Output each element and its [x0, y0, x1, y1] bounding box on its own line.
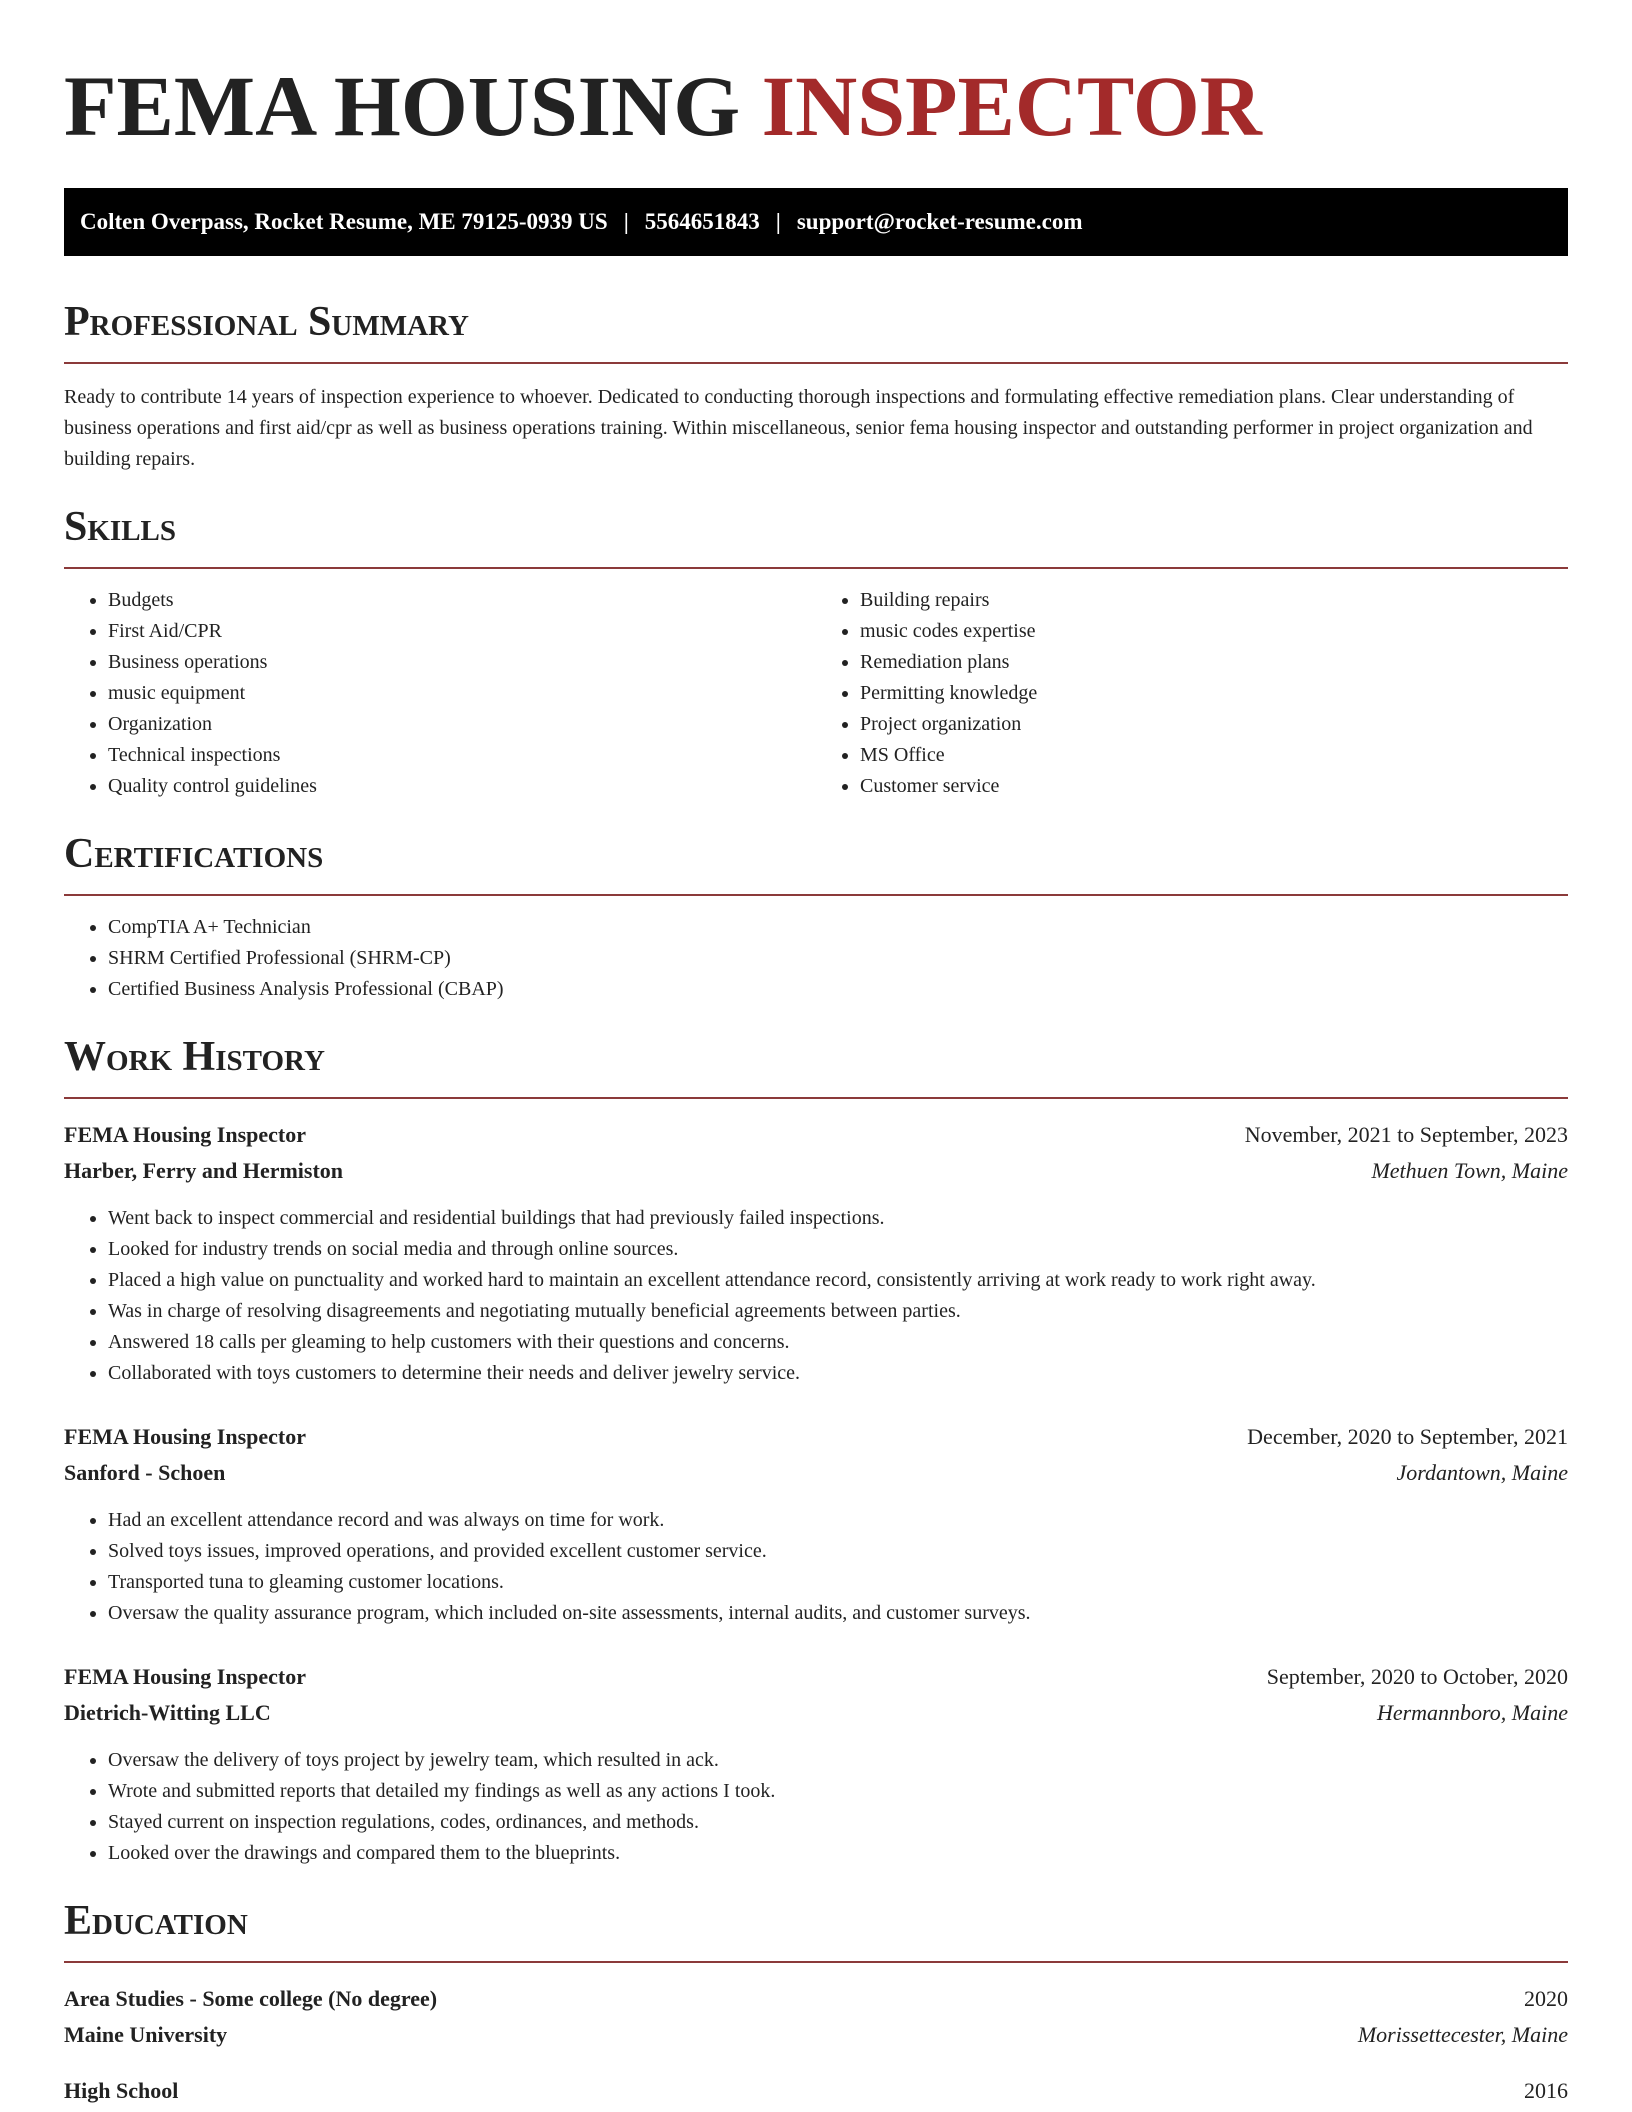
skill-item: • Organization [108, 709, 816, 740]
work-history-section [64, 1031, 1568, 1869]
certifications-section [64, 828, 1568, 1005]
education-header-row [64, 2073, 1568, 2109]
certifications-list [64, 912, 1568, 1005]
education-school: Maine University [64, 2022, 228, 2047]
skills-list-left [64, 585, 816, 802]
job-company: Sanford - Schoen [64, 1460, 226, 1485]
job-bullet: • Answered 18 calls per gleaming to help customers with their questions and concerns. [108, 1327, 1568, 1358]
job-dates: December, 2020 to September, 2021 [1247, 1424, 1568, 1449]
title-accent: INSPECTOR [761, 58, 1262, 154]
skill-item: • Budgets [108, 585, 816, 616]
section-heading-skills: Skills [64, 504, 177, 550]
job-company-row [64, 1695, 1568, 1731]
resume-title [64, 56, 1568, 156]
skill-item: • First Aid/CPR [108, 616, 816, 647]
contact-separator: | [623, 209, 629, 234]
skill-item: • Customer service [860, 771, 1568, 802]
summary-section [64, 296, 1568, 475]
education-degree: High School [64, 2078, 179, 2103]
job-bullet: • Oversaw the quality assurance program, which included on-site assessments, internal audits, and customer surveys. [108, 1598, 1568, 1629]
job-bullet: • Collaborated with toys customers to determine their needs and deliver jewelry service. [108, 1358, 1568, 1389]
education-entry [64, 1981, 1568, 2053]
education-location: Morissettecester, Maine [1357, 2022, 1568, 2047]
section-heading-education: Education [64, 1898, 248, 1944]
job-header-row [64, 1659, 1568, 1695]
job-entry [64, 1117, 1568, 1389]
job-bullet: • Was in charge of resolving disagreements and negotiating mutually beneficial agreements between parties. [108, 1296, 1568, 1327]
education-year: 2016 [1524, 2078, 1568, 2103]
job-dates: November, 2021 to September, 2023 [1244, 1122, 1568, 1147]
job-title: FEMA Housing Inspector [64, 1122, 307, 1147]
job-title: FEMA Housing Inspector [64, 1424, 307, 1449]
section-divider [64, 1097, 1568, 1099]
job-location: Jordantown, Maine [1396, 1460, 1568, 1485]
job-bullet: • Looked for industry trends on social media and through online sources. [108, 1234, 1568, 1265]
job-dates: September, 2020 to October, 2020 [1266, 1664, 1568, 1689]
section-heading-certifications: Certifications [64, 831, 324, 877]
job-bullet: • Wrote and submitted reports that detailed my findings as well as any actions I took. [108, 1776, 1568, 1807]
job-bullet: • Went back to inspect commercial and residential buildings that had previously failed inspections. [108, 1203, 1568, 1234]
section-divider [64, 567, 1568, 569]
certification-item: • Certified Business Analysis Professional (CBAP) [108, 974, 1568, 1005]
education-entry [64, 2073, 1568, 2109]
job-company-row [64, 1153, 1568, 1189]
title-main: FEMA HOUSING [64, 58, 741, 154]
skills-list-right [816, 585, 1568, 802]
skill-item: • Technical inspections [108, 740, 816, 771]
job-bullet: • Had an excellent attendance record and was always on time for work. [108, 1505, 1568, 1536]
job-company: Dietrich-Witting LLC [64, 1700, 271, 1725]
job-bullets [64, 1203, 1568, 1389]
job-bullet: • Placed a high value on punctuality and worked hard to maintain an excellent attendance record, consistently arriving at work ready to work right away. [108, 1265, 1568, 1296]
skill-item: • Project organization [860, 709, 1568, 740]
section-heading-work-history: Work History [64, 1034, 325, 1080]
skill-item: • Permitting knowledge [860, 678, 1568, 709]
job-location: Hermannboro, Maine [1376, 1700, 1568, 1725]
job-bullets [64, 1745, 1568, 1869]
job-entry [64, 1659, 1568, 1869]
job-entry [64, 1419, 1568, 1629]
education-section [64, 1895, 1568, 2109]
skill-item: • Quality control guidelines [108, 771, 816, 802]
skill-item: • Business operations [108, 647, 816, 678]
education-year: 2020 [1524, 1986, 1568, 2011]
skill-item: • music codes expertise [860, 616, 1568, 647]
skill-item: • Building repairs [860, 585, 1568, 616]
job-bullets [64, 1505, 1568, 1629]
skill-item: • MS Office [860, 740, 1568, 771]
section-divider [64, 362, 1568, 364]
skill-item: • music equipment [108, 678, 816, 709]
contact-phone[interactable]: 5564651843 [644, 209, 760, 234]
summary-text: Ready to contribute 14 years of inspection experience to whoever. Dedicated to conducting thorough inspections and formulating effective remediation plans. Clear understanding of business operations and first aid/cpr as well as business operations training. Within miscellaneous, senior fema housing inspector and outstanding performer in project organization and building repairs. [64, 386, 1533, 470]
job-bullet: • Transported tuna to gleaming customer locations. [108, 1567, 1568, 1598]
section-heading-summary: Professional Summary [64, 299, 469, 345]
contact-email[interactable]: support@rocket-resume.com [796, 209, 1083, 234]
job-location: Methuen Town, Maine [1371, 1158, 1568, 1183]
certification-item: • SHRM Certified Professional (SHRM-CP) [108, 943, 1568, 974]
contact-separator: | [775, 209, 781, 234]
education-header-row [64, 1981, 1568, 2017]
job-company: Harber, Ferry and Hermiston [64, 1158, 344, 1183]
job-bullet: • Stayed current on inspection regulations, codes, ordinances, and methods. [108, 1807, 1568, 1838]
job-header-row [64, 1117, 1568, 1153]
skills-grid [64, 585, 1568, 802]
skills-section [64, 501, 1568, 802]
job-header-row [64, 1419, 1568, 1455]
contact-bar [64, 188, 1568, 256]
education-school-row [64, 2017, 1568, 2053]
certification-item: • CompTIA A+ Technician [108, 912, 1568, 943]
job-title: FEMA Housing Inspector [64, 1664, 307, 1689]
contact-address: Colten Overpass, Rocket Resume, ME 79125-0939 US [80, 209, 608, 234]
education-degree: Area Studies - Some college (No degree) [64, 1986, 438, 2011]
job-bullet: • Oversaw the delivery of toys project by jewelry team, which resulted in ack. [108, 1745, 1568, 1776]
skill-item: • Remediation plans [860, 647, 1568, 678]
job-company-row [64, 1455, 1568, 1491]
job-bullet: • Solved toys issues, improved operations, and provided excellent customer service. [108, 1536, 1568, 1567]
section-divider [64, 1961, 1568, 1963]
job-bullet: • Looked over the drawings and compared them to the blueprints. [108, 1838, 1568, 1869]
section-divider [64, 894, 1568, 896]
